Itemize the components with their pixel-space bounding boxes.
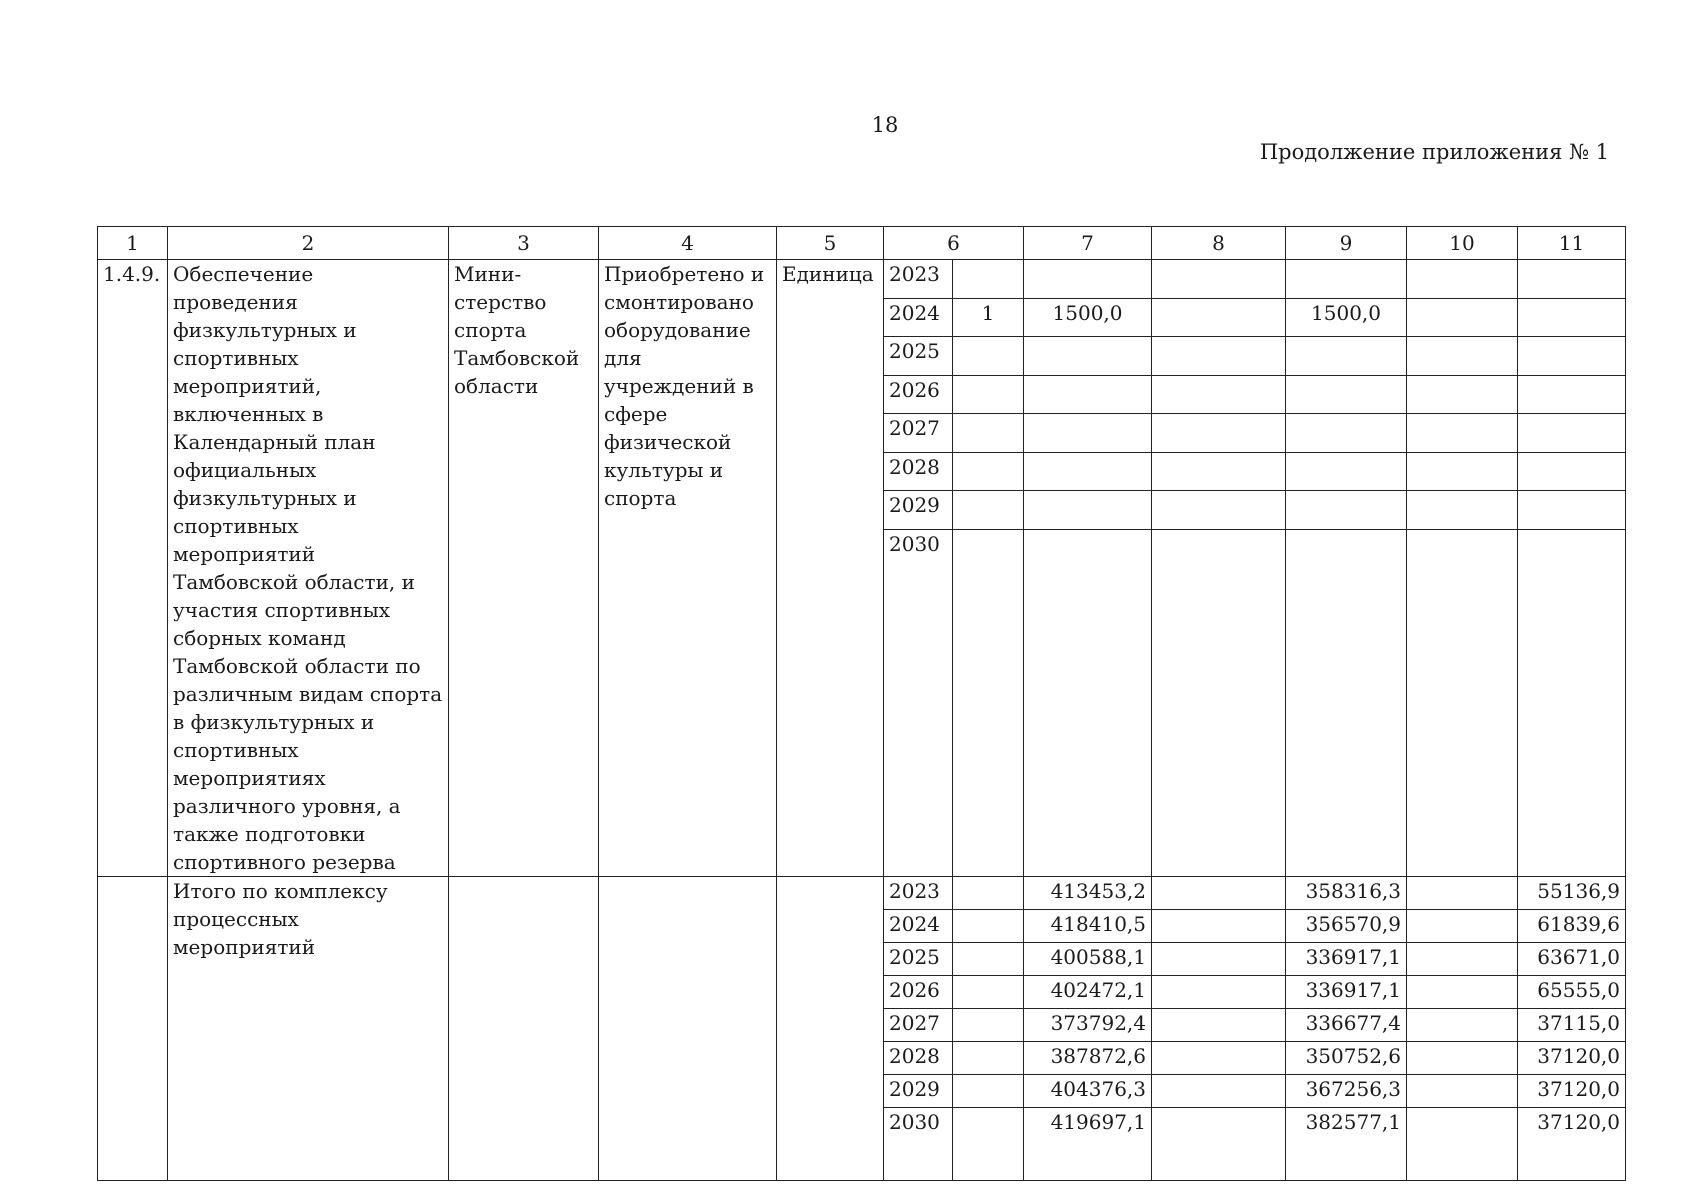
regional-cell	[1286, 260, 1407, 299]
local-cell	[1407, 943, 1518, 976]
item-responsible: Мини-стерство спорта Тамбовской области	[449, 260, 599, 877]
fed-cell	[1152, 1042, 1286, 1075]
local-cell	[1407, 1108, 1518, 1181]
col-header: 1	[98, 227, 168, 260]
total-cell: 400588,1	[1024, 943, 1152, 976]
total-unit	[777, 877, 884, 1181]
total-responsible	[449, 877, 599, 1181]
total-cell	[1024, 375, 1152, 414]
total-cell: 404376,3	[1024, 1075, 1152, 1108]
other-cell	[1518, 260, 1626, 299]
qty-cell	[953, 1009, 1024, 1042]
total-cell: 373792,4	[1024, 1009, 1152, 1042]
item-result: Приобретено и смонтировано оборудование для учреждений в сфере физической культуры и спорта	[599, 260, 777, 877]
other-cell: 61839,6	[1518, 910, 1626, 943]
qty-cell	[953, 1042, 1024, 1075]
year-cell: 2028	[884, 452, 953, 491]
fed-cell	[1152, 1108, 1286, 1181]
total-cell	[1024, 260, 1152, 299]
local-cell	[1407, 337, 1518, 376]
year-cell: 2025	[884, 943, 953, 976]
col-header: 11	[1518, 227, 1626, 260]
other-cell: 63671,0	[1518, 943, 1626, 976]
regional-cell: 367256,3	[1286, 1075, 1407, 1108]
local-cell	[1407, 529, 1518, 876]
other-cell	[1518, 337, 1626, 376]
page-number: 18	[871, 113, 899, 137]
item-code: 1.4.9.	[98, 260, 168, 877]
regional-cell	[1286, 452, 1407, 491]
local-cell	[1407, 414, 1518, 453]
fed-cell	[1152, 1075, 1286, 1108]
qty-cell	[953, 943, 1024, 976]
regional-cell: 336917,1	[1286, 976, 1407, 1009]
local-cell	[1407, 1075, 1518, 1108]
fed-cell	[1152, 337, 1286, 376]
year-cell: 2029	[884, 1075, 953, 1108]
qty-cell	[953, 260, 1024, 299]
total-cell	[1024, 337, 1152, 376]
fed-cell	[1152, 298, 1286, 337]
total-result	[599, 877, 777, 1181]
total-cell	[1024, 529, 1152, 876]
local-cell	[1407, 491, 1518, 530]
fed-cell	[1152, 452, 1286, 491]
fed-cell	[1152, 414, 1286, 453]
col-header: 3	[449, 227, 599, 260]
appendix-continuation-note: Продолжение приложения № 1	[1259, 140, 1609, 164]
col-header: 7	[1024, 227, 1152, 260]
fed-cell	[1152, 910, 1286, 943]
qty-cell	[953, 414, 1024, 453]
regional-cell	[1286, 529, 1407, 876]
year-cell: 2024	[884, 910, 953, 943]
regional-cell: 1500,0	[1286, 298, 1407, 337]
fed-cell	[1152, 491, 1286, 530]
qty-cell: 1	[953, 298, 1024, 337]
qty-cell	[953, 491, 1024, 530]
other-cell	[1518, 491, 1626, 530]
fed-cell	[1152, 375, 1286, 414]
col-header: 9	[1286, 227, 1407, 260]
local-cell	[1407, 375, 1518, 414]
table-row	[98, 260, 1626, 299]
other-cell	[1518, 529, 1626, 876]
qty-cell	[953, 877, 1024, 910]
year-cell: 2023	[884, 877, 953, 910]
item-unit: Единица	[777, 260, 884, 877]
item-name: Обеспечение проведения физкультурных и спортивных мероприятий, включенных в Календарный план официальных физкультурных и спортивных мероприятий Тамбовской области, и участия спортивных сборных команд Тамбовской области по различным видам спорта в физкультурных и спортивных мероприятиях различного уровня, а также подготовки спортивного резерва	[168, 260, 449, 877]
other-cell: 37115,0	[1518, 1009, 1626, 1042]
regional-cell: 336677,4	[1286, 1009, 1407, 1042]
col-header: 2	[168, 227, 449, 260]
local-cell	[1407, 452, 1518, 491]
other-cell: 65555,0	[1518, 976, 1626, 1009]
regional-cell	[1286, 375, 1407, 414]
total-cell: 387872,6	[1024, 1042, 1152, 1075]
total-cell: 419697,1	[1024, 1108, 1152, 1181]
total-cell	[1024, 414, 1152, 453]
total-cell: 418410,5	[1024, 910, 1152, 943]
total-cell: 402472,1	[1024, 976, 1152, 1009]
year-cell: 2025	[884, 337, 953, 376]
local-cell	[1407, 260, 1518, 299]
qty-cell	[953, 529, 1024, 876]
regional-cell: 350752,6	[1286, 1042, 1407, 1075]
regional-cell: 336917,1	[1286, 943, 1407, 976]
other-cell	[1518, 452, 1626, 491]
total-cell: 1500,0	[1024, 298, 1152, 337]
qty-cell	[953, 1108, 1024, 1181]
regional-cell: 356570,9	[1286, 910, 1407, 943]
fed-cell	[1152, 529, 1286, 876]
total-name: Итого по комплексу процессных мероприятий	[168, 877, 449, 1181]
program-table	[97, 226, 1626, 1181]
year-cell: 2027	[884, 1009, 953, 1042]
year-cell: 2030	[884, 529, 953, 876]
other-cell: 37120,0	[1518, 1108, 1626, 1181]
local-cell	[1407, 298, 1518, 337]
col-header: 10	[1407, 227, 1518, 260]
total-cell	[1024, 452, 1152, 491]
qty-cell	[953, 976, 1024, 1009]
other-cell	[1518, 375, 1626, 414]
other-cell: 37120,0	[1518, 1042, 1626, 1075]
col-header: 5	[777, 227, 884, 260]
qty-cell	[953, 337, 1024, 376]
local-cell	[1407, 1009, 1518, 1042]
local-cell	[1407, 976, 1518, 1009]
fed-cell	[1152, 976, 1286, 1009]
local-cell	[1407, 910, 1518, 943]
regional-cell: 382577,1	[1286, 1108, 1407, 1181]
qty-cell	[953, 452, 1024, 491]
table-row	[98, 877, 1626, 910]
qty-cell	[953, 910, 1024, 943]
year-cell: 2030	[884, 1108, 953, 1181]
regional-cell	[1286, 491, 1407, 530]
col-header: 4	[599, 227, 777, 260]
total-cell: 413453,2	[1024, 877, 1152, 910]
col-header: 6	[884, 227, 1024, 260]
fed-cell	[1152, 260, 1286, 299]
qty-cell	[953, 375, 1024, 414]
qty-cell	[953, 1075, 1024, 1108]
other-cell: 37120,0	[1518, 1075, 1626, 1108]
column-number-row	[98, 227, 1626, 260]
fed-cell	[1152, 877, 1286, 910]
year-cell: 2023	[884, 260, 953, 299]
regional-cell	[1286, 337, 1407, 376]
other-cell	[1518, 414, 1626, 453]
total-code	[98, 877, 168, 1181]
year-cell: 2026	[884, 976, 953, 1009]
local-cell	[1407, 877, 1518, 910]
local-cell	[1407, 1042, 1518, 1075]
year-cell: 2024	[884, 298, 953, 337]
total-cell	[1024, 491, 1152, 530]
fed-cell	[1152, 1009, 1286, 1042]
year-cell: 2027	[884, 414, 953, 453]
col-header: 8	[1152, 227, 1286, 260]
fed-cell	[1152, 943, 1286, 976]
other-cell: 55136,9	[1518, 877, 1626, 910]
year-cell: 2029	[884, 491, 953, 530]
other-cell	[1518, 298, 1626, 337]
regional-cell	[1286, 414, 1407, 453]
year-cell: 2028	[884, 1042, 953, 1075]
year-cell: 2026	[884, 375, 953, 414]
regional-cell: 358316,3	[1286, 877, 1407, 910]
